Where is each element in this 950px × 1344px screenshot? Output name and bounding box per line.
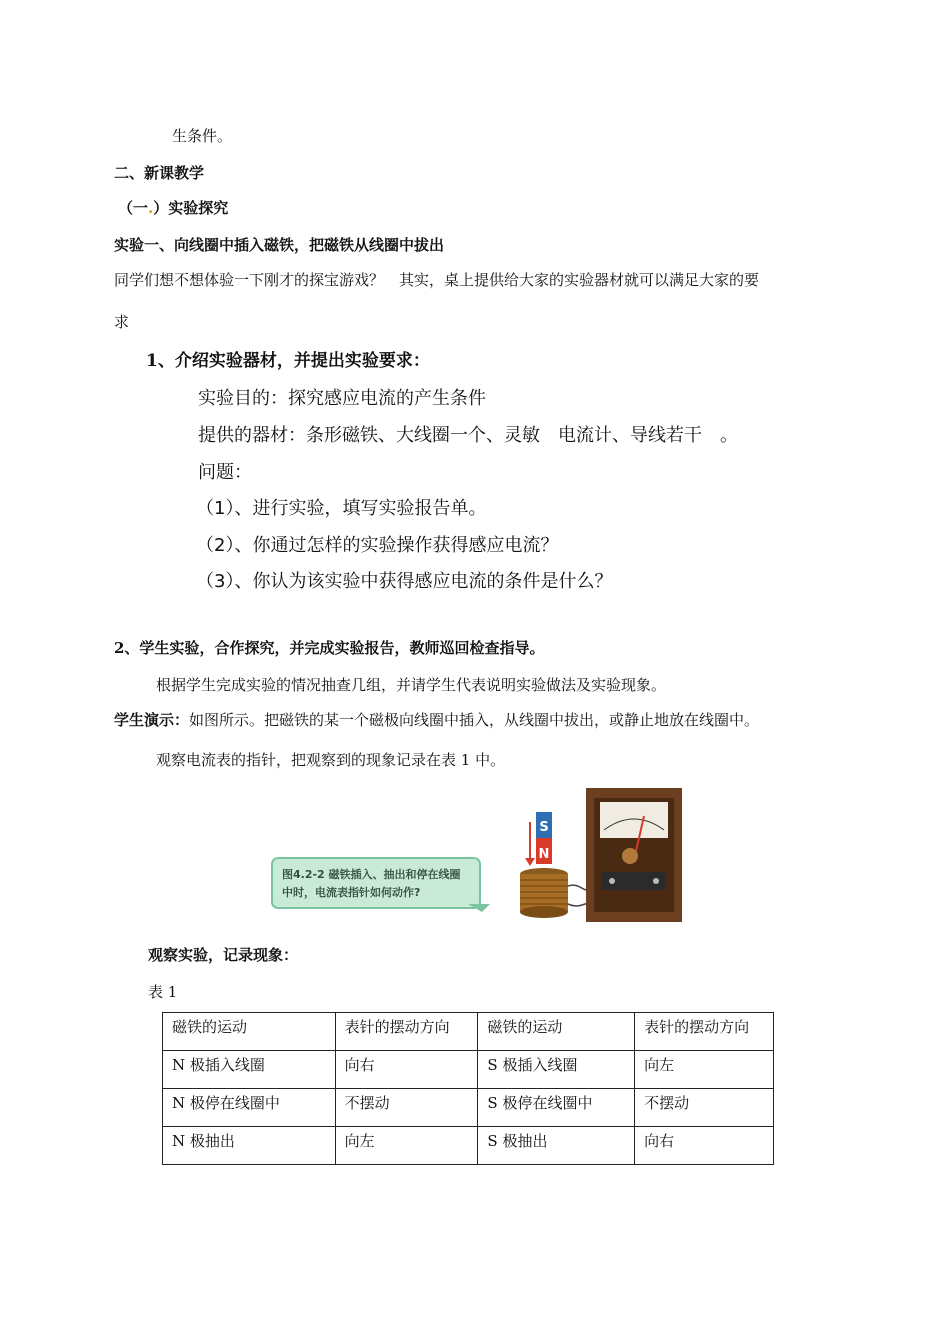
demo-paragraph [114, 710, 759, 730]
experiment-one-intro-line2: 求 [114, 313, 130, 331]
table-cell: 向右 [635, 1127, 774, 1165]
observe-text: 观察电流表的指针，把观察到的现象记录在表 1 中。 [156, 751, 506, 769]
magnet-s-label: S [539, 820, 549, 835]
slide-purpose: 实验目的：探究感应电流的产生条件 [198, 388, 486, 409]
experiment-one-intro-line1: 同学们想不想体验一下刚才的探宝游戏？ 其实，桌上提供给大家的实验器材就可以满足大家的要 [114, 271, 760, 289]
table-cell: 向右 [335, 1051, 478, 1089]
subsection-suffix: ）实验探究 [153, 199, 229, 217]
demo-label: 学生演示： [114, 711, 190, 729]
slide-question-2: （2）、你通过怎样的实验操作获得感应电流？ [196, 535, 559, 556]
slide-heading: 1、介绍实验器材，并提出实验要求： [146, 351, 430, 371]
magnet-n-label: N [538, 847, 550, 862]
table-cell: N 极抽出 [163, 1127, 336, 1165]
table-header-cell: 表针的摆动方向 [335, 1013, 478, 1051]
table-cell: N 极停在线圈中 [163, 1089, 336, 1127]
observation-table [162, 1012, 774, 1165]
motion-arrow-head [525, 858, 535, 866]
figure-caption-line2: 中时，电流表指针如何动作? [282, 886, 421, 899]
experiment-figure [268, 786, 688, 922]
meter-scale [600, 802, 668, 838]
table-cell: 向左 [335, 1127, 478, 1165]
table-header-cell: 磁铁的运动 [478, 1013, 635, 1051]
subsection-heading-experiment [118, 198, 228, 218]
terminal-right [653, 878, 659, 884]
table-cell: S 极插入线圈 [478, 1051, 635, 1089]
table-cell: 不摆动 [335, 1089, 478, 1127]
slide-questions-label: 问题： [198, 462, 252, 483]
table-row [163, 1127, 774, 1165]
table-header-row [163, 1013, 774, 1051]
table-cell: S 极停在线圈中 [478, 1089, 635, 1127]
table-cell: 不摆动 [635, 1089, 774, 1127]
experiment-one-title: 实验一、向线圈中插入磁铁，把磁铁从线圈中拔出 [114, 236, 445, 254]
meter-pivot [622, 848, 638, 864]
experiment-illustration [268, 786, 688, 922]
demo-text: 如图所示。把磁铁的某一个磁极向线圈中插入，从线圈中拔出，或静止地放在线圈中。 [189, 711, 760, 729]
slide-question-1: （1）、进行实验，填写实验报告单。 [196, 498, 487, 519]
section-heading-new-lesson: 二、新课教学 [114, 164, 205, 182]
table-label: 表 1 [148, 983, 178, 1001]
step-two-text: 根据学生完成实验的情况抽查几组，并请学生代表说明实验做法及实验现象。 [156, 676, 667, 694]
table-cell: N 极插入线圈 [163, 1051, 336, 1089]
table-header-cell: 表针的摆动方向 [635, 1013, 774, 1051]
table-cell: 向左 [635, 1051, 774, 1089]
subsection-accent: . [148, 199, 154, 217]
figure-caption-line1: 图4.2-2 磁铁插入、抽出和停在线圈 [282, 868, 461, 881]
table-row [163, 1051, 774, 1089]
intro-tail: 生条件。 [172, 127, 233, 145]
table-row [163, 1089, 774, 1127]
table-header-cell: 磁铁的运动 [163, 1013, 336, 1051]
slide-question-3: （3）、你认为该实验中获得感应电流的条件是什么？ [196, 571, 613, 592]
table-cell: S 极抽出 [478, 1127, 635, 1165]
terminal-left [609, 878, 615, 884]
step-two-heading: 2、学生实验，合作探究，并完成实验报告，教师巡回检查指导。 [114, 639, 545, 657]
caption-box [272, 858, 480, 908]
coil-bottom [520, 906, 568, 918]
record-heading: 观察实验，记录现象： [148, 946, 299, 964]
subsection-prefix: （一 [118, 199, 149, 217]
slide-materials: 提供的器材：条形磁铁、大线圈一个、灵敏 电流计、导线若干 。 [198, 425, 738, 446]
